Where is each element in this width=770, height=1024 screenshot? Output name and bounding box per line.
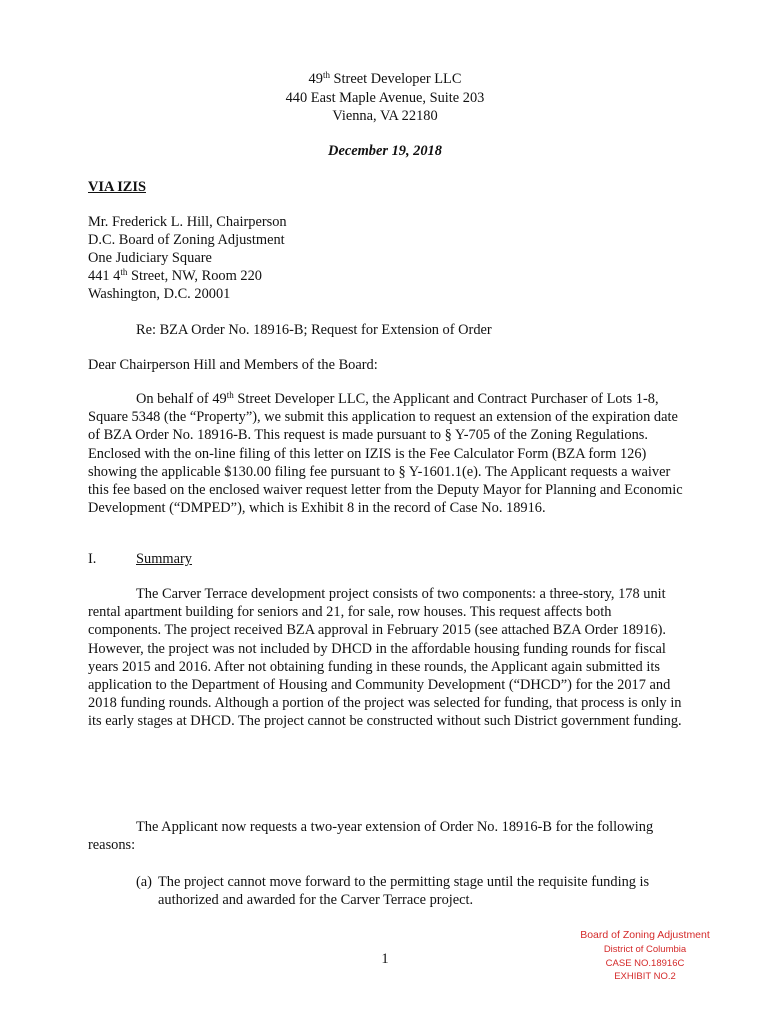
sender-name-superscript: th xyxy=(322,70,330,80)
sender-name-rest: Street Developer LLC xyxy=(329,71,462,87)
recipient-line2: D.C. Board of Zoning Adjustment xyxy=(88,232,285,248)
recipient-line5: Washington, D.C. 20001 xyxy=(88,286,231,302)
recipient-line4-number: 441 4 xyxy=(88,268,121,284)
summary-paragraph xyxy=(88,585,688,731)
recipient-line3: One Judiciary Square xyxy=(88,250,212,266)
stamp-line3: CASE NO.18916C xyxy=(605,958,685,969)
delivery-method: VIA IZIS xyxy=(88,179,146,195)
sender-address-line2: Vienna, VA 22180 xyxy=(332,108,438,124)
letterhead xyxy=(0,70,770,126)
recipient-address xyxy=(88,213,287,303)
sender-name xyxy=(0,70,770,89)
recipient-line1: Mr. Frederick L. Hill, Chairperson xyxy=(88,214,287,230)
page-number: 1 xyxy=(381,951,389,967)
reason-a-label: (a) xyxy=(136,874,152,890)
stamp-line4: EXHIBIT NO.2 xyxy=(614,971,676,982)
intro-text-start: On behalf of 49 xyxy=(136,391,227,407)
intro-text-rest: Street Developer LLC, the Applicant and Contract Purchaser of Lots 1-8, Square 5348 (the “Property”), we submit this application to request an extension of the expiration date of BZA Order No. 18916-B. This request is made pursuant to § Y-705 of the Zoning Regulations. Enclosed with the on-line filing of this letter on IZIS is the Fee Calculator Form (BZA form 126) showing the applicable $130.00 filing fee pursuant to § Y-1601.1(e). The Applicant requests a waiver this fee based on the enclosed waiver request letter from the Deputy Mayor for Planning and Economic Development (“DMPED”), which is Exhibit 8 in the record of Case No. 18916. xyxy=(88,391,683,517)
recipient-line4 xyxy=(88,267,287,285)
section-title: Summary xyxy=(136,551,192,567)
sender-address-line1: 440 East Maple Avenue, Suite 203 xyxy=(285,89,485,106)
intro-paragraph xyxy=(88,390,688,517)
extension-request-text: The Applicant now requests a two-year extension of Order No. 18916-B for the following reasons: xyxy=(88,819,654,854)
recipient-line4-rest: Street, NW, Room 220 xyxy=(127,268,262,284)
salutation: Dear Chairperson Hill and Members of the Board: xyxy=(88,357,378,373)
recipient-line4-superscript: th xyxy=(120,267,128,277)
sender-name-number: 49 xyxy=(308,71,323,87)
stamp-line1: Board of Zoning Adjustment xyxy=(580,929,710,941)
re-line: Re: BZA Order No. 18916-B; Request for Extension of Order xyxy=(136,322,492,338)
reason-a-text: The project cannot move forward to the permitting stage until the requisite funding is authorized and awarded for the Carver Terrace project. xyxy=(158,874,650,909)
section-number: I. xyxy=(88,551,97,567)
stamp-line2: District of Columbia xyxy=(603,944,687,955)
extension-request-paragraph xyxy=(88,818,688,854)
letter-date: December 19, 2018 xyxy=(328,143,442,159)
summary-text: The Carver Terrace development project consists of two components: a three-story, 178 unit rental apartment building for seniors and 21, for sale, row houses. This request affects both components. The project received BZA approval in February 2015 (see attached BZA Order 18916). However, the project was not included by DHCD in the affordable housing funding rounds for fiscal years 2015 and 2016. After not obtaining funding in these rounds, the Applicant again submitted its application to the Department of Housing and Community Development (“DHCD”) for the 2017 and 2018 funding rounds. Although a portion of the project was selected for funding, that process is only in its early stages at DHCD. The project cannot be constructed without such District government funding. xyxy=(88,586,682,730)
intro-superscript: th xyxy=(226,390,234,400)
